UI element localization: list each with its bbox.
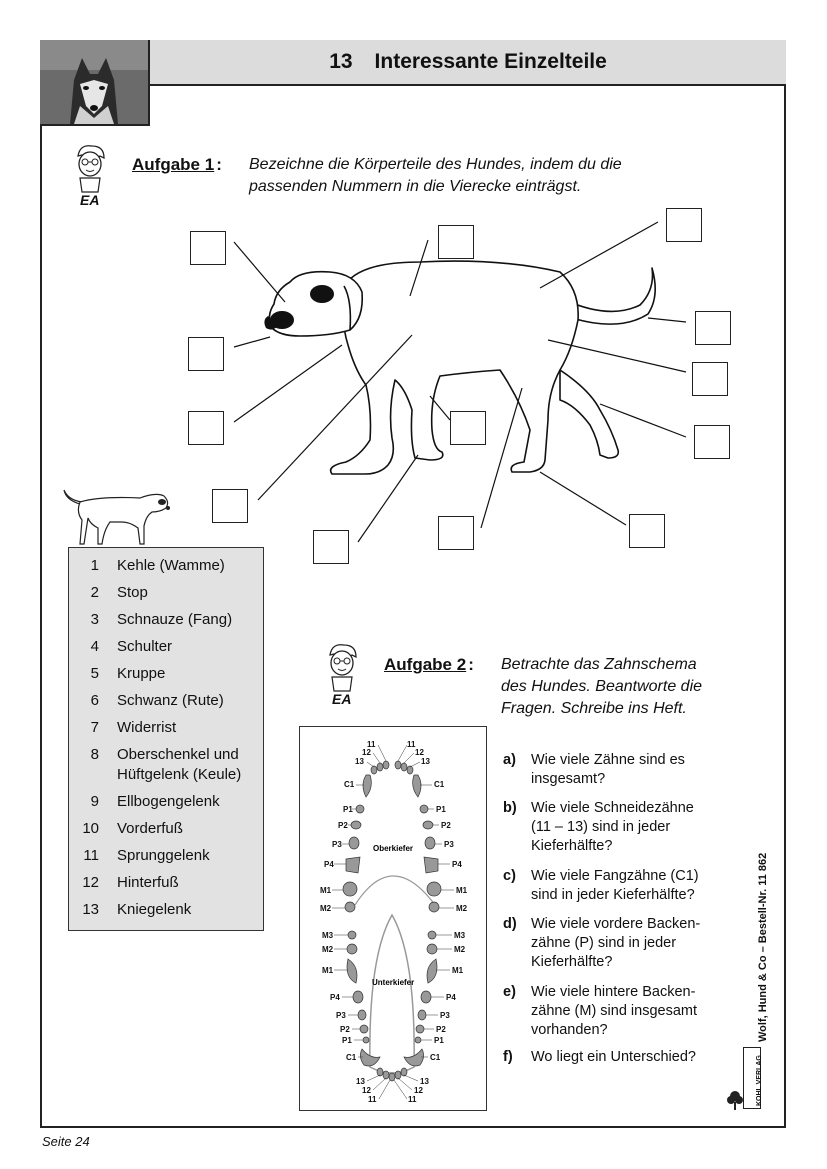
question-item <box>503 799 733 856</box>
task1-instruction-line2: passenden Nummern in die Vierecke einträgst. <box>249 178 582 195</box>
answer-box[interactable] <box>190 231 226 265</box>
tooth-label: M2 <box>456 904 468 913</box>
legend-text: Oberschenkel und Hüftgelenk (Keule) <box>117 746 242 783</box>
order-number: Wolf, Hund & Co – Bestell-Nr. 11 862 <box>757 852 769 1042</box>
legend-item <box>69 745 263 785</box>
legend-item <box>69 819 263 839</box>
legend-number: 13 <box>82 901 99 918</box>
body-parts-legend <box>68 547 264 931</box>
teeth-diagram <box>299 726 487 1111</box>
tooth-label: M2 <box>320 904 332 913</box>
legend-item <box>69 900 263 920</box>
question-item <box>503 915 733 972</box>
legend-number: 11 <box>83 847 99 864</box>
publisher-logo <box>743 1047 761 1109</box>
ea-badge: EA <box>332 691 352 707</box>
legend-number: 8 <box>90 746 99 763</box>
legend-text: Kruppe <box>117 665 166 682</box>
task2-instruction-line3: Fragen. Schreibe ins Heft. <box>501 700 687 717</box>
legend-item <box>69 556 263 576</box>
question-text: Wie viele vordere Backen-zähne (P) sind in jeder Kieferhälfte? <box>531 916 701 970</box>
tooth-label: P3 <box>440 1011 450 1020</box>
question-letter: a) <box>503 752 516 768</box>
legend-number: 7 <box>90 719 99 736</box>
legend-item <box>69 691 263 711</box>
legend-item <box>69 846 263 866</box>
question-letter: f) <box>503 1049 513 1065</box>
tree-icon <box>727 1090 743 1110</box>
tooth-label: P3 <box>336 1011 346 1020</box>
task1-instruction-line1: Bezeichne die Körperteile des Hundes, indem du die <box>249 156 622 173</box>
tooth-label: M2 <box>322 945 334 954</box>
tooth-label: 11 <box>407 740 416 749</box>
legend-text: Vorderfuß <box>117 820 183 837</box>
student-icon-task2 <box>322 641 362 711</box>
tooth-label: P2 <box>340 1025 350 1034</box>
answer-box[interactable] <box>450 411 486 445</box>
tooth-label: P1 <box>342 1036 352 1045</box>
legend-text: Schwanz (Rute) <box>117 692 224 709</box>
answer-box[interactable] <box>188 337 224 371</box>
task2-instruction-line1: Betrachte das Zahnschema <box>501 656 697 673</box>
legend-item <box>69 718 263 738</box>
legend-text: Ellbogengelenk <box>117 793 220 810</box>
question-text: Wie viele Fangzähne (C1) sind in jeder Kieferhälfte? <box>531 868 699 903</box>
tooth-label: M1 <box>456 886 468 895</box>
tooth-label: P3 <box>332 840 342 849</box>
tooth-label: P4 <box>330 993 340 1002</box>
upper-jaw-label: Oberkiefer <box>373 844 414 853</box>
legend-text: Hinterfuß <box>117 874 179 891</box>
ea-badge: EA <box>80 192 100 208</box>
legend-text: Sprunggelenk <box>117 847 210 864</box>
answer-box[interactable] <box>313 530 349 564</box>
question-item <box>503 751 733 789</box>
task1-label: Aufgabe 1 : <box>132 155 222 174</box>
question-letter: d) <box>503 916 517 932</box>
answer-box[interactable] <box>438 225 474 259</box>
legend-text: Kehle (Wamme) <box>117 557 225 574</box>
legend-item <box>69 637 263 657</box>
tooth-label: M3 <box>322 931 334 940</box>
legend-item <box>69 873 263 893</box>
tooth-label: P4 <box>452 860 462 869</box>
answer-box[interactable] <box>438 516 474 550</box>
question-text: Wie viele hintere Backen-zähne (M) sind insgesamt vorhanden? <box>531 984 698 1038</box>
legend-text: Stop <box>117 584 148 601</box>
legend-text: Schnauze (Fang) <box>117 611 233 628</box>
tooth-label: P1 <box>436 805 446 814</box>
tooth-label: 11 <box>367 740 376 749</box>
answer-box[interactable] <box>629 514 665 548</box>
publisher-name: KOHL VERLAG <box>756 1055 763 1106</box>
tooth-label: 13 <box>421 757 430 766</box>
question-text: Wo liegt ein Unterschied? <box>531 1049 696 1065</box>
small-dog-thumbnail <box>60 486 175 548</box>
task2-label: Aufgabe 2 : <box>384 655 474 674</box>
tooth-label: M3 <box>454 931 466 940</box>
legend-text: Schulter <box>117 638 173 655</box>
answer-box[interactable] <box>666 208 702 242</box>
task2-instruction <box>501 654 702 720</box>
legend-text: Widerrist <box>117 719 177 736</box>
tooth-label: 13 <box>356 1077 365 1086</box>
tooth-label: P3 <box>444 840 454 849</box>
question-item <box>503 1048 733 1067</box>
legend-number: 10 <box>82 820 99 837</box>
tooth-label: P4 <box>446 993 456 1002</box>
legend-number: 2 <box>90 584 99 601</box>
tooth-label: P4 <box>324 860 334 869</box>
tooth-label: C1 <box>430 1053 441 1062</box>
tooth-label: 11 <box>368 1095 377 1104</box>
legend-number: 3 <box>90 611 99 628</box>
legend-number: 4 <box>90 638 99 655</box>
tooth-label: C1 <box>346 1053 357 1062</box>
page-number: Seite 24 <box>42 1134 90 1149</box>
legend-number: 9 <box>90 793 99 810</box>
task2-label-text: Aufgabe 2 <box>384 655 467 674</box>
legend-number: 6 <box>90 692 99 709</box>
task1-label-text: Aufgabe 1 <box>132 155 215 174</box>
answer-box[interactable] <box>692 362 728 396</box>
legend-number: 12 <box>82 874 99 891</box>
tooth-label: 13 <box>355 757 364 766</box>
tooth-label: M1 <box>322 966 334 975</box>
tooth-label: 12 <box>362 1086 371 1095</box>
legend-item <box>69 583 263 603</box>
page-title: Interessante Einzelteile <box>374 50 607 73</box>
tooth-label: P2 <box>338 821 348 830</box>
legend-item <box>69 664 263 684</box>
question-letter: b) <box>503 800 517 816</box>
tooth-label: 11 <box>408 1095 417 1104</box>
tooth-label: 12 <box>415 748 424 757</box>
tooth-label: P2 <box>441 821 451 830</box>
task2-instruction-line2: des Hundes. Beantworte die <box>501 678 703 695</box>
lower-jaw-label: Unterkiefer <box>372 978 415 987</box>
answer-box[interactable] <box>212 489 248 523</box>
tooth-label: 12 <box>362 748 371 757</box>
legend-item <box>69 610 263 630</box>
tooth-label: P1 <box>434 1036 444 1045</box>
answer-box[interactable] <box>695 311 731 345</box>
legend-text: Kniegelenk <box>117 901 192 918</box>
tooth-label: C1 <box>344 780 355 789</box>
answer-box[interactable] <box>188 411 224 445</box>
chapter-number: 13 <box>329 50 353 73</box>
question-item <box>503 983 733 1040</box>
question-text: Wie viele Schneidezähne (11 – 13) sind in jeder Kieferhälfte? <box>531 800 694 854</box>
question-letter: c) <box>503 868 516 884</box>
answer-box[interactable] <box>694 425 730 459</box>
tooth-label: M1 <box>320 886 332 895</box>
question-text: Wie viele Zähne sind es insgesamt? <box>531 752 685 787</box>
tooth-label: 12 <box>414 1086 423 1095</box>
tooth-label: C1 <box>434 780 445 789</box>
legend-number: 1 <box>90 557 99 574</box>
tooth-label: M1 <box>452 966 464 975</box>
tooth-label: P2 <box>436 1025 446 1034</box>
question-letter: e) <box>503 984 516 1000</box>
question-item <box>503 867 733 905</box>
tooth-label: M2 <box>454 945 466 954</box>
tooth-label: P1 <box>343 805 353 814</box>
legend-number: 5 <box>90 665 99 682</box>
legend-item <box>69 792 263 812</box>
tooth-label: 13 <box>420 1077 429 1086</box>
